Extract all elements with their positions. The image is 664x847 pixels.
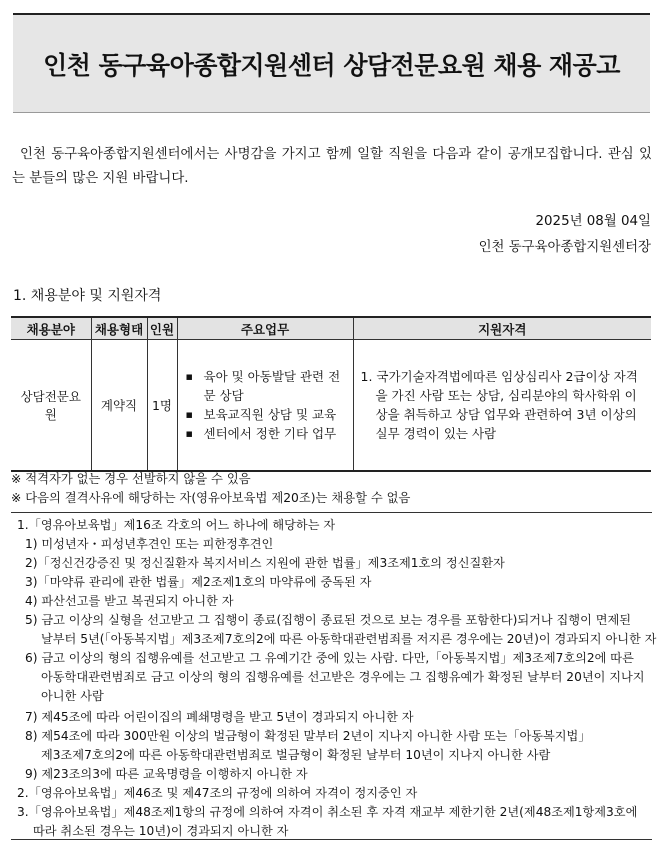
disqualification-box: [11, 512, 657, 840]
disq-line: 4) 파산선고를 받고 복권되지 아니한 자: [25, 594, 234, 608]
intro-text: 인천 동구육아종합지원센터에서는 사명감을 가지고 함께 일할 직원을 다음과 같이 공개모집합니다. 관심 있는 분들의 많은 지원 바랍니다.: [12, 147, 652, 186]
disq-line: 1.「영유아보육법」제16조 각호의 어느 하나에 해당하는 자: [17, 518, 336, 532]
header-count: 인원: [147, 317, 177, 340]
cell-type: 계약직: [91, 340, 147, 472]
notes: [11, 470, 410, 508]
qualification-text: 1. 국가기술자격법에따른 임상심리사 2급이상 자격을 가진 사람 또는 상담, 심리분야의 학사학위 이상을 취득하고 상담 업무와 관련하여 3년 이상의 실무 경력이 있는 사람: [360, 369, 638, 441]
disq-line: 아니한 사람: [41, 689, 104, 703]
disq-line: 날부터 5년(「아동복지법」제3조제7호의2에 따른 아동학대관련범죄를 저지른 경우에는 20년)이 경과되지 아니한 자: [41, 632, 657, 646]
table-header-row: [11, 317, 651, 340]
cell-field: 상담전문요원: [11, 340, 91, 472]
recruitment-table: [11, 316, 651, 472]
title-banner: [13, 13, 650, 113]
disq-line: 따라 취소된 경우는 10년)이 경과되지 아니한 자: [33, 824, 289, 838]
header-qualification: 지원자격: [353, 317, 651, 340]
cell-qualification: [353, 340, 651, 472]
table-row: [11, 340, 651, 472]
duty-item: ▪ 센터에서 정한 기타 업무: [184, 424, 349, 443]
disq-line: 8) 제54조에 따라 300만원 이상의 벌금형이 확정된 말부터 2년이 지나지 아니한 사람 또는「아동복지법」: [25, 729, 591, 743]
disq-line: 1) 미성년자・피성년후견인 또는 피한정후견인: [25, 537, 274, 551]
notice-date: 2025년 08월 04일: [535, 214, 651, 229]
disq-line: 2)「정신건강증진 및 정신질환자 복지서비스 지원에 관한 법률」제3조제1호의 정신질환자: [25, 556, 505, 570]
header-type: 채용형태: [91, 317, 147, 340]
page-title: 인천 동구육아종합지원센터 상담전문요원 채용 재공고: [43, 50, 620, 80]
disq-line: 9) 제23조의3에 따른 교육명령을 이행하지 아니한 자: [25, 767, 308, 781]
disq-line: 제3조제7호의2에 따른 아동학대관련범죄로 벌금형이 확정된 날부터 10년이 지나지 아니한 사람: [41, 748, 551, 762]
disq-line: 3)「마약류 관리에 관한 법률」제2조제1호의 마약류에 중독된 자: [25, 575, 372, 589]
issuer: 인천 동구육아종합지원센터장: [478, 240, 651, 255]
disq-line: 6) 금고 이상의 형의 집행유예를 선고받고 그 유예기간 중에 있는 사람. 다만,「아동복지법」제3조제7호의2에 따른: [25, 651, 634, 665]
header-duties: 주요업무: [177, 317, 353, 340]
cell-count: 1명: [147, 340, 177, 472]
disq-line: 3.「영유아보육법」제48조제1항의 규정에 의하여 자격이 취소된 후 자격 재교부 제한기한 2년(제48조제1항제3호에: [17, 805, 638, 819]
section-heading: 1. 채용분야 및 지원자격: [13, 288, 162, 304]
note-item: ※ 적격자가 없는 경우 선발하지 않을 수 있음: [11, 472, 251, 486]
cell-duties: [177, 340, 353, 472]
duty-item: ▪ 보육교직원 상담 및 교육: [184, 405, 349, 424]
disq-line: 2.「영유아보육법」제46조 및 제47조의 규정에 의하여 자격이 정지중인 자: [17, 786, 418, 800]
note-item: ※ 다음의 결격사유에 해당하는 자(영유아보육법 제20조)는 채용할 수 없음: [11, 491, 411, 505]
header-field: 채용분야: [11, 317, 91, 340]
disq-line: 5) 금고 이상의 실형을 선고받고 그 집행이 종료(집행이 종료된 것으로 보는 경우를 포함한다)되거나 집행이 면제된: [25, 613, 632, 627]
disq-line: 아동학대관련범죄로 금고 이상의 형의 집행유예를 선고받은 경우에는 그 집행유예가 확정된 날부터 20년이 지나지: [41, 670, 645, 684]
duty-item: ▪ 육아 및 아동발달 관련 전문 상담: [184, 367, 349, 405]
disq-line: 7) 제45조에 따라 어린이집의 폐쇄명령을 받고 5년이 경과되지 아니한 자: [25, 710, 414, 724]
